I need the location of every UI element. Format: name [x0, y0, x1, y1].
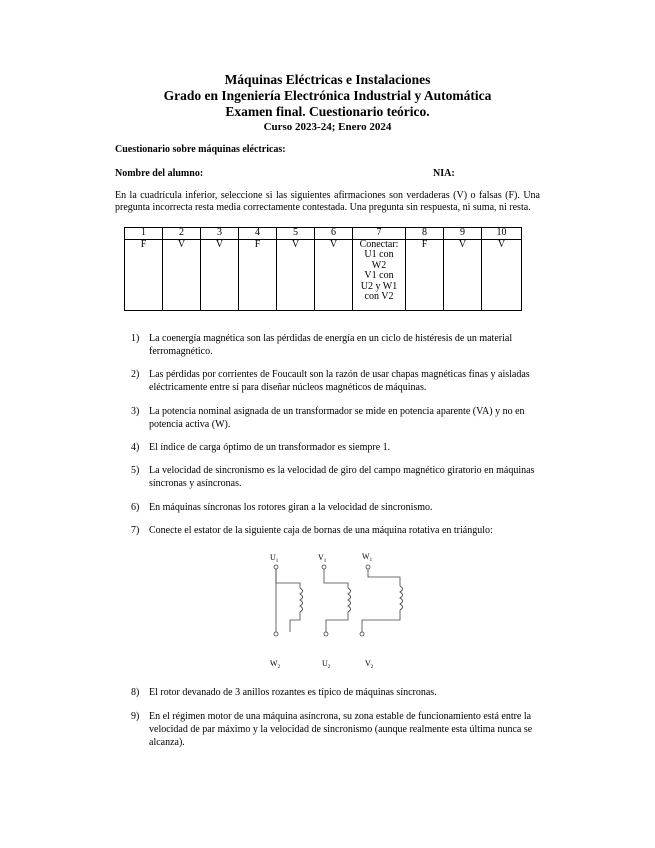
question-text: El índice de carga óptimo de un transformador es siempre 1. — [149, 442, 391, 453]
answer-number: 10 — [482, 228, 522, 240]
section-title: Cuestionario sobre máquinas eléctricas: — [115, 144, 286, 155]
question-number: 5) — [131, 465, 140, 476]
answer-number: 5 — [277, 228, 315, 240]
answer-cell: V — [315, 239, 353, 310]
terminal-label-bottom: $W_2$ — [270, 659, 281, 670]
question-text: La velocidad de sincronismo es la velocidad de giro del campo magnético giratorio en máquinas síncronas y asíncronas. — [149, 465, 535, 489]
answer-cell: V — [482, 239, 522, 310]
answer-number: 7 — [353, 228, 406, 240]
question-text: En el régimen motor de una máquina asíncrona, su zona estable de funcionamiento está entre la velocidad de par máximo y la velocidad de sincronismo (aunque realmente esta última nunca se alcanza). — [149, 711, 533, 748]
question-text: Conecte el estator de la siguiente caja de bornas de una máquina rotativa en triángulo: — [149, 525, 493, 536]
terminal-label-top: $U_1$ — [270, 553, 279, 564]
terminal-dot — [274, 632, 278, 636]
answer-number: 6 — [315, 228, 353, 240]
coil-icon — [348, 588, 351, 612]
student-info-row — [115, 168, 540, 179]
question-number: 6) — [131, 502, 140, 513]
question-text: La potencia nominal asignada de un transformador se mide en potencia aparente (VA) y no en potencia activa (W). — [149, 406, 525, 430]
terminal-dot — [324, 632, 328, 636]
exam-date: Curso 2023-24; Enero 2024 — [263, 121, 392, 133]
answer-grid-values-row — [125, 239, 522, 310]
terminal-label-bottom: $V_2$ — [365, 659, 374, 670]
question-number: 4) — [131, 442, 140, 453]
question-text: El rotor devanado de 3 anillos rozantes es típico de máquinas síncronas. — [149, 687, 437, 698]
answer-number: 3 — [201, 228, 239, 240]
student-nia-label: NIA: — [433, 168, 455, 179]
terminal-dot — [360, 632, 364, 636]
winding-connections — [276, 567, 400, 633]
question-number: 2) — [131, 369, 140, 380]
student-name-label: Nombre del alumno: — [115, 168, 204, 179]
question-number: 7) — [131, 525, 140, 536]
answer-cell: V — [201, 239, 239, 310]
answer-cell: V — [163, 239, 201, 310]
answer-number: 4 — [239, 228, 277, 240]
coil-icon — [300, 588, 303, 612]
question-number: 8) — [131, 687, 140, 698]
answer-cell-connection: Conectar: U1 con W2 V1 con U2 y W1 con V2 — [353, 239, 406, 310]
terminal-dot — [274, 565, 278, 569]
terminal-dot — [322, 565, 326, 569]
exam-header — [0, 72, 655, 134]
exam-title: Examen final. Cuestionario teórico. — [225, 104, 430, 119]
answer-cell: V — [444, 239, 482, 310]
question-number: 1) — [131, 333, 140, 344]
course-title: Máquinas Eléctricas e Instalaciones — [224, 72, 431, 87]
answer-number: 2 — [163, 228, 201, 240]
answer-cell: V — [277, 239, 315, 310]
terminal-box-diagram — [260, 548, 420, 673]
question-text: En máquinas síncronas los rotores giran a la velocidad de sincronismo. — [149, 502, 433, 513]
instructions: En la cuadrícula inferior, seleccione si las siguientes afirmaciones son verdaderas (V) o falsas (F). Una pregunta incorrecta resta media correctamente contestada. Una pregunta sin respuesta, ni suma, ni resta. — [115, 190, 540, 213]
answer-cell: F — [125, 239, 163, 310]
answer-grid-header-row — [125, 228, 522, 240]
answer-cell: F — [239, 239, 277, 310]
answer-cell: F — [406, 239, 444, 310]
question-number: 3) — [131, 406, 140, 417]
degree-title: Grado en Ingeniería Electrónica Industrial y Automática — [163, 88, 492, 103]
question-number: 9) — [131, 711, 140, 722]
coil-icon — [400, 586, 403, 610]
answer-grid — [124, 227, 522, 311]
terminal-label-top: $V_1$ — [318, 553, 327, 564]
terminal-label-top: $W_1$ — [362, 552, 373, 563]
question-text: La coenergía magnética son las pérdidas de energía en un ciclo de histéresis de un material ferromagnético. — [149, 333, 513, 357]
answer-number: 8 — [406, 228, 444, 240]
answer-number: 1 — [125, 228, 163, 240]
question-text: Las pérdidas por corrientes de Foucault son la razón de usar chapas magnéticas finas y aisladas eléctricamente entre sí para diseñar núcleos magnéticos de máquinas. — [149, 369, 530, 393]
terminal-label-bottom: $U_2$ — [322, 659, 331, 670]
answer-number: 9 — [444, 228, 482, 240]
terminal-dot — [366, 565, 370, 569]
